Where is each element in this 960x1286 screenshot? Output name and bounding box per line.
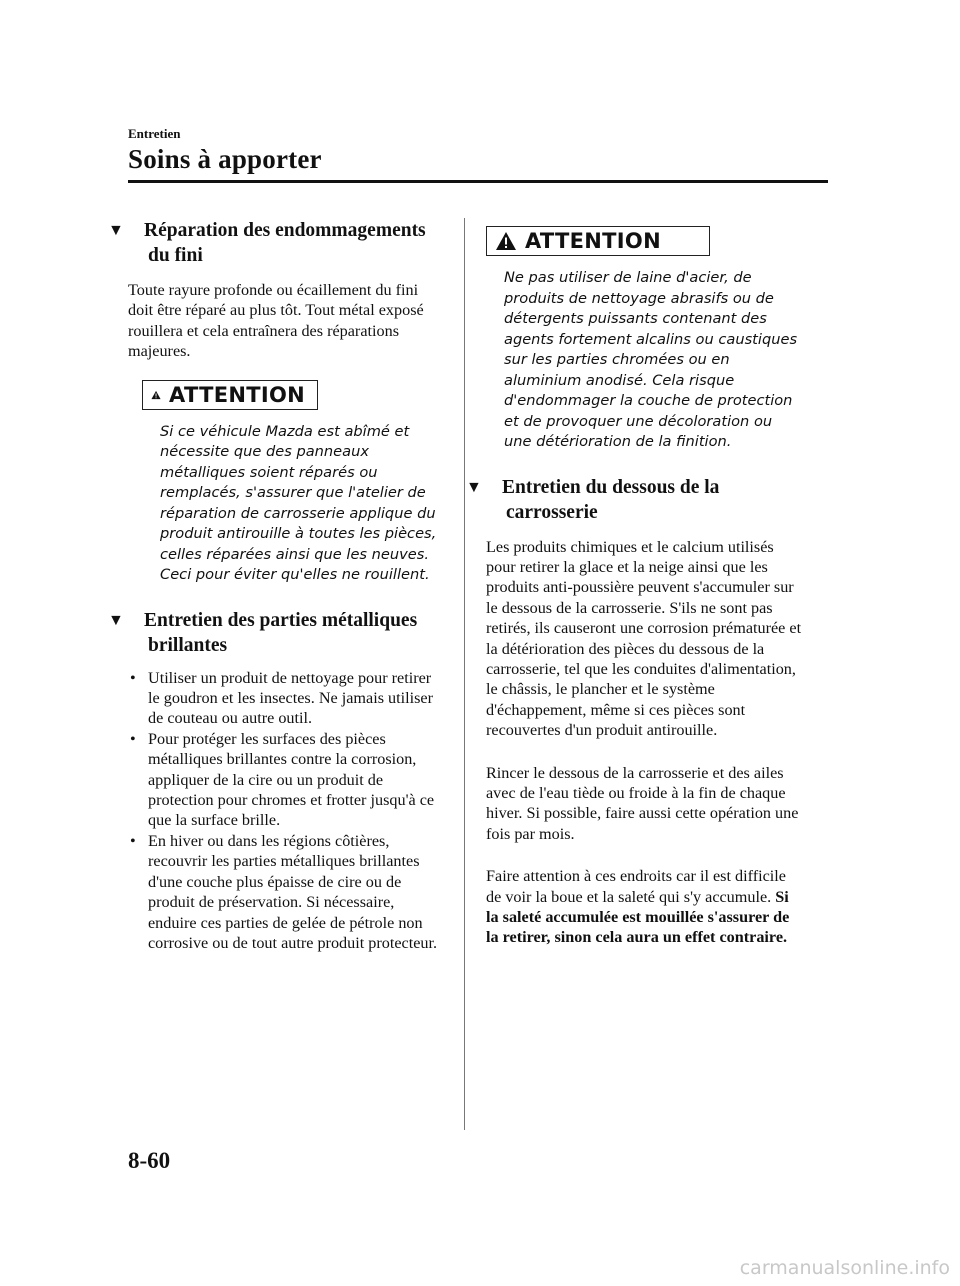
attention-text: Si ce véhicule Mazda est abîmé et nécessite que des panneaux métalliques soient réparés ou remplacés, s'assurer que l'atelier de réparation de carrosserie applique du produit antirouille à toutes les pièces, celles réparées ainsi que les neuves. Ceci pour éviter qu'elles ne rouillent. bbox=[160, 422, 437, 584]
bullet-list bbox=[128, 668, 446, 954]
list-item bbox=[128, 668, 446, 729]
heading-dessous-carrosserie bbox=[466, 475, 804, 525]
bullet-icon: • bbox=[130, 668, 136, 687]
title-rule bbox=[128, 180, 828, 183]
attention-label: ATTENTION bbox=[169, 382, 305, 407]
triangle-down-icon: ▼ bbox=[466, 478, 482, 496]
left-column bbox=[108, 218, 446, 953]
paragraph: Rincer le dessous de la carrosserie et des ailes avec de l'eau tiède ou froide à la fin de chaque hiver. Si possible, faire aussi cette opération une fois par mois. bbox=[486, 763, 799, 843]
bullet-icon: • bbox=[130, 831, 136, 850]
heading-line: Réparation des endommagements bbox=[144, 220, 426, 241]
warning-icon bbox=[151, 385, 161, 405]
heading-line: brillantes bbox=[148, 634, 228, 656]
warning-icon bbox=[495, 231, 517, 251]
paragraph-text: Faire attention à ces endroits car il est difficile de voir la boue et la saleté qui s'y accumule. bbox=[486, 867, 786, 906]
list-item-text: En hiver ou dans les régions côtières, recouvrir les parties métalliques brillantes d'une couche plus épaisse de cire ou de produit de préservation. Si nécessaire, enduire ces parties de gelée de pétrole non corrosive ou de tout autre produit protecteur. bbox=[148, 831, 438, 952]
attention-block bbox=[142, 380, 446, 586]
attention-text: Ne pas utiliser de laine d'acier, de produits de nettoyage abrasifs ou de détergents puissants contenant des agents fortement alcalins ou caustiques sur les parties chromées ou en aluminium anodisé. Cela risque d'endommager la couche de protection et de provoquer une décoloration ou une détérioration de la finition. bbox=[504, 269, 798, 450]
paragraph bbox=[486, 866, 804, 948]
column-divider bbox=[464, 218, 465, 1130]
paragraph: Toute rayure profonde ou écaillement du fini doit être réparé au plus tôt. Tout métal exposé rouillera et cela entraînera des réparations majeures. bbox=[128, 281, 424, 361]
paragraph-bold-text: Si la saleté accumulée est mouillée s'assurer de la retirer, sinon cela aura un effet contraire. bbox=[486, 887, 790, 947]
paragraph: Les produits chimiques et le calcium utilisés pour retirer la glace et la neige ainsi que les produits anti-poussière peuvent s'accumuler sur le dessous de la carrosserie. S'ils ne sont pas retirés, ils causeront une corrosion prématurée et la détérioration des pièces du dessous de la carrosserie, tel que les conduites d'alimentation, le châssis, le plancher et le système d'échappement, même si ces pièces sont recouvertes d'un produit antirouille. bbox=[486, 537, 802, 740]
list-item bbox=[128, 831, 446, 953]
attention-badge bbox=[486, 226, 710, 256]
attention-label: ATTENTION bbox=[525, 229, 661, 253]
page-title: Soins à apporter bbox=[128, 144, 322, 174]
right-column bbox=[466, 218, 804, 948]
heading-line: Entretien du dessous de la bbox=[502, 476, 720, 498]
watermark: carmanualsonline.info bbox=[739, 1257, 950, 1279]
list-item-text: Utiliser un produit de nettoyage pour retirer le goudron et les insectes. Ne jamais utiliser de couteau ou autre outil. bbox=[148, 668, 434, 728]
section-label: Entretien bbox=[128, 126, 181, 141]
heading-line: Entretien des parties métalliques bbox=[144, 609, 418, 631]
list-item bbox=[128, 729, 446, 831]
attention-block bbox=[486, 226, 804, 453]
heading-line: du fini bbox=[148, 245, 203, 266]
list-item-text: Pour protéger les surfaces des pièces métalliques brillantes contre la corrosion, appliquer de la cire ou un produit de protection pour chromes et frotter jusqu'à ce que la surface brille. bbox=[148, 729, 435, 830]
triangle-down-icon: ▼ bbox=[108, 222, 124, 239]
attention-badge bbox=[142, 380, 318, 410]
heading-line: carrosserie bbox=[506, 501, 598, 523]
page-number: 8-60 bbox=[128, 1148, 171, 1173]
triangle-down-icon: ▼ bbox=[108, 611, 124, 629]
bullet-icon: • bbox=[130, 729, 136, 748]
heading-parties-metalliques bbox=[108, 608, 446, 658]
heading-reparation bbox=[108, 218, 446, 268]
